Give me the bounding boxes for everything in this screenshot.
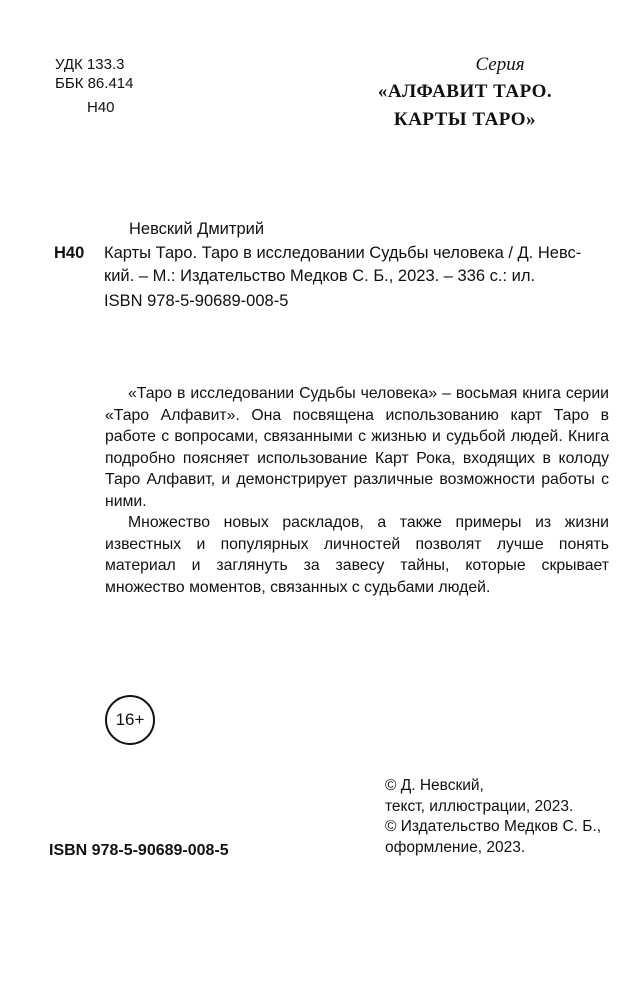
copyright-line-1: © Д. Невский, <box>385 777 484 794</box>
age-rating-text: 16+ <box>115 710 145 729</box>
udk-code: УДК 133.3 <box>55 56 125 73</box>
copyright-line-2: текст, иллюстрации, 2023. <box>385 797 574 815</box>
bib-description-line1: Карты Таро. Таро в исследовании Судьбы человека / Д. Невс- <box>104 244 582 262</box>
bib-code: Н40 <box>54 244 85 262</box>
isbn-bottom: ISBN 978-5-90689-008-5 <box>49 842 229 859</box>
bib-description-line2: кий. – М.: Издательство Медков С. Б., 2023. – 336 с.: ил. <box>104 267 536 285</box>
series-title-line1: «АЛФАВИТ ТАРО. <box>377 81 553 102</box>
age-rating-badge <box>105 695 155 745</box>
bbk-code: ББК 86.414 <box>55 75 134 92</box>
copyright-block <box>385 776 601 858</box>
series-title-line2: КАРТЫ ТАРО» <box>393 109 537 130</box>
copyright-line-3: © Издательство Медков С. Б., <box>385 818 602 835</box>
copyright-line-4: оформление, 2023. <box>385 838 526 856</box>
bib-isbn: ISBN 978-5-90689-008-5 <box>104 292 289 310</box>
annotation <box>105 383 609 598</box>
author-mark: Н40 <box>87 99 115 116</box>
series-label: Серия <box>475 54 525 75</box>
annotation-paragraph-1: «Таро в исследовании Судьбы человека» – восьмая книга серии «Таро Алфавит». Она посвящена использованию карт Таро в работе с вопросами, связанными с жизнью и судьбой людей. Книга подробно поясняет использование Карт Рока, входящих в колоду Таро Алфавит, и демонстрирует различные возможности работы с ними. <box>105 385 609 510</box>
bib-author: Невский Дмитрий <box>129 220 265 238</box>
annotation-paragraph-2: Множество новых раскладов, а также примеры из жизни известных и популярных личностей позволят лучше понять материал и заглянуть за завесу тайны, которые скрывает множество моментов, связанных с судьбами людей. <box>105 514 609 596</box>
